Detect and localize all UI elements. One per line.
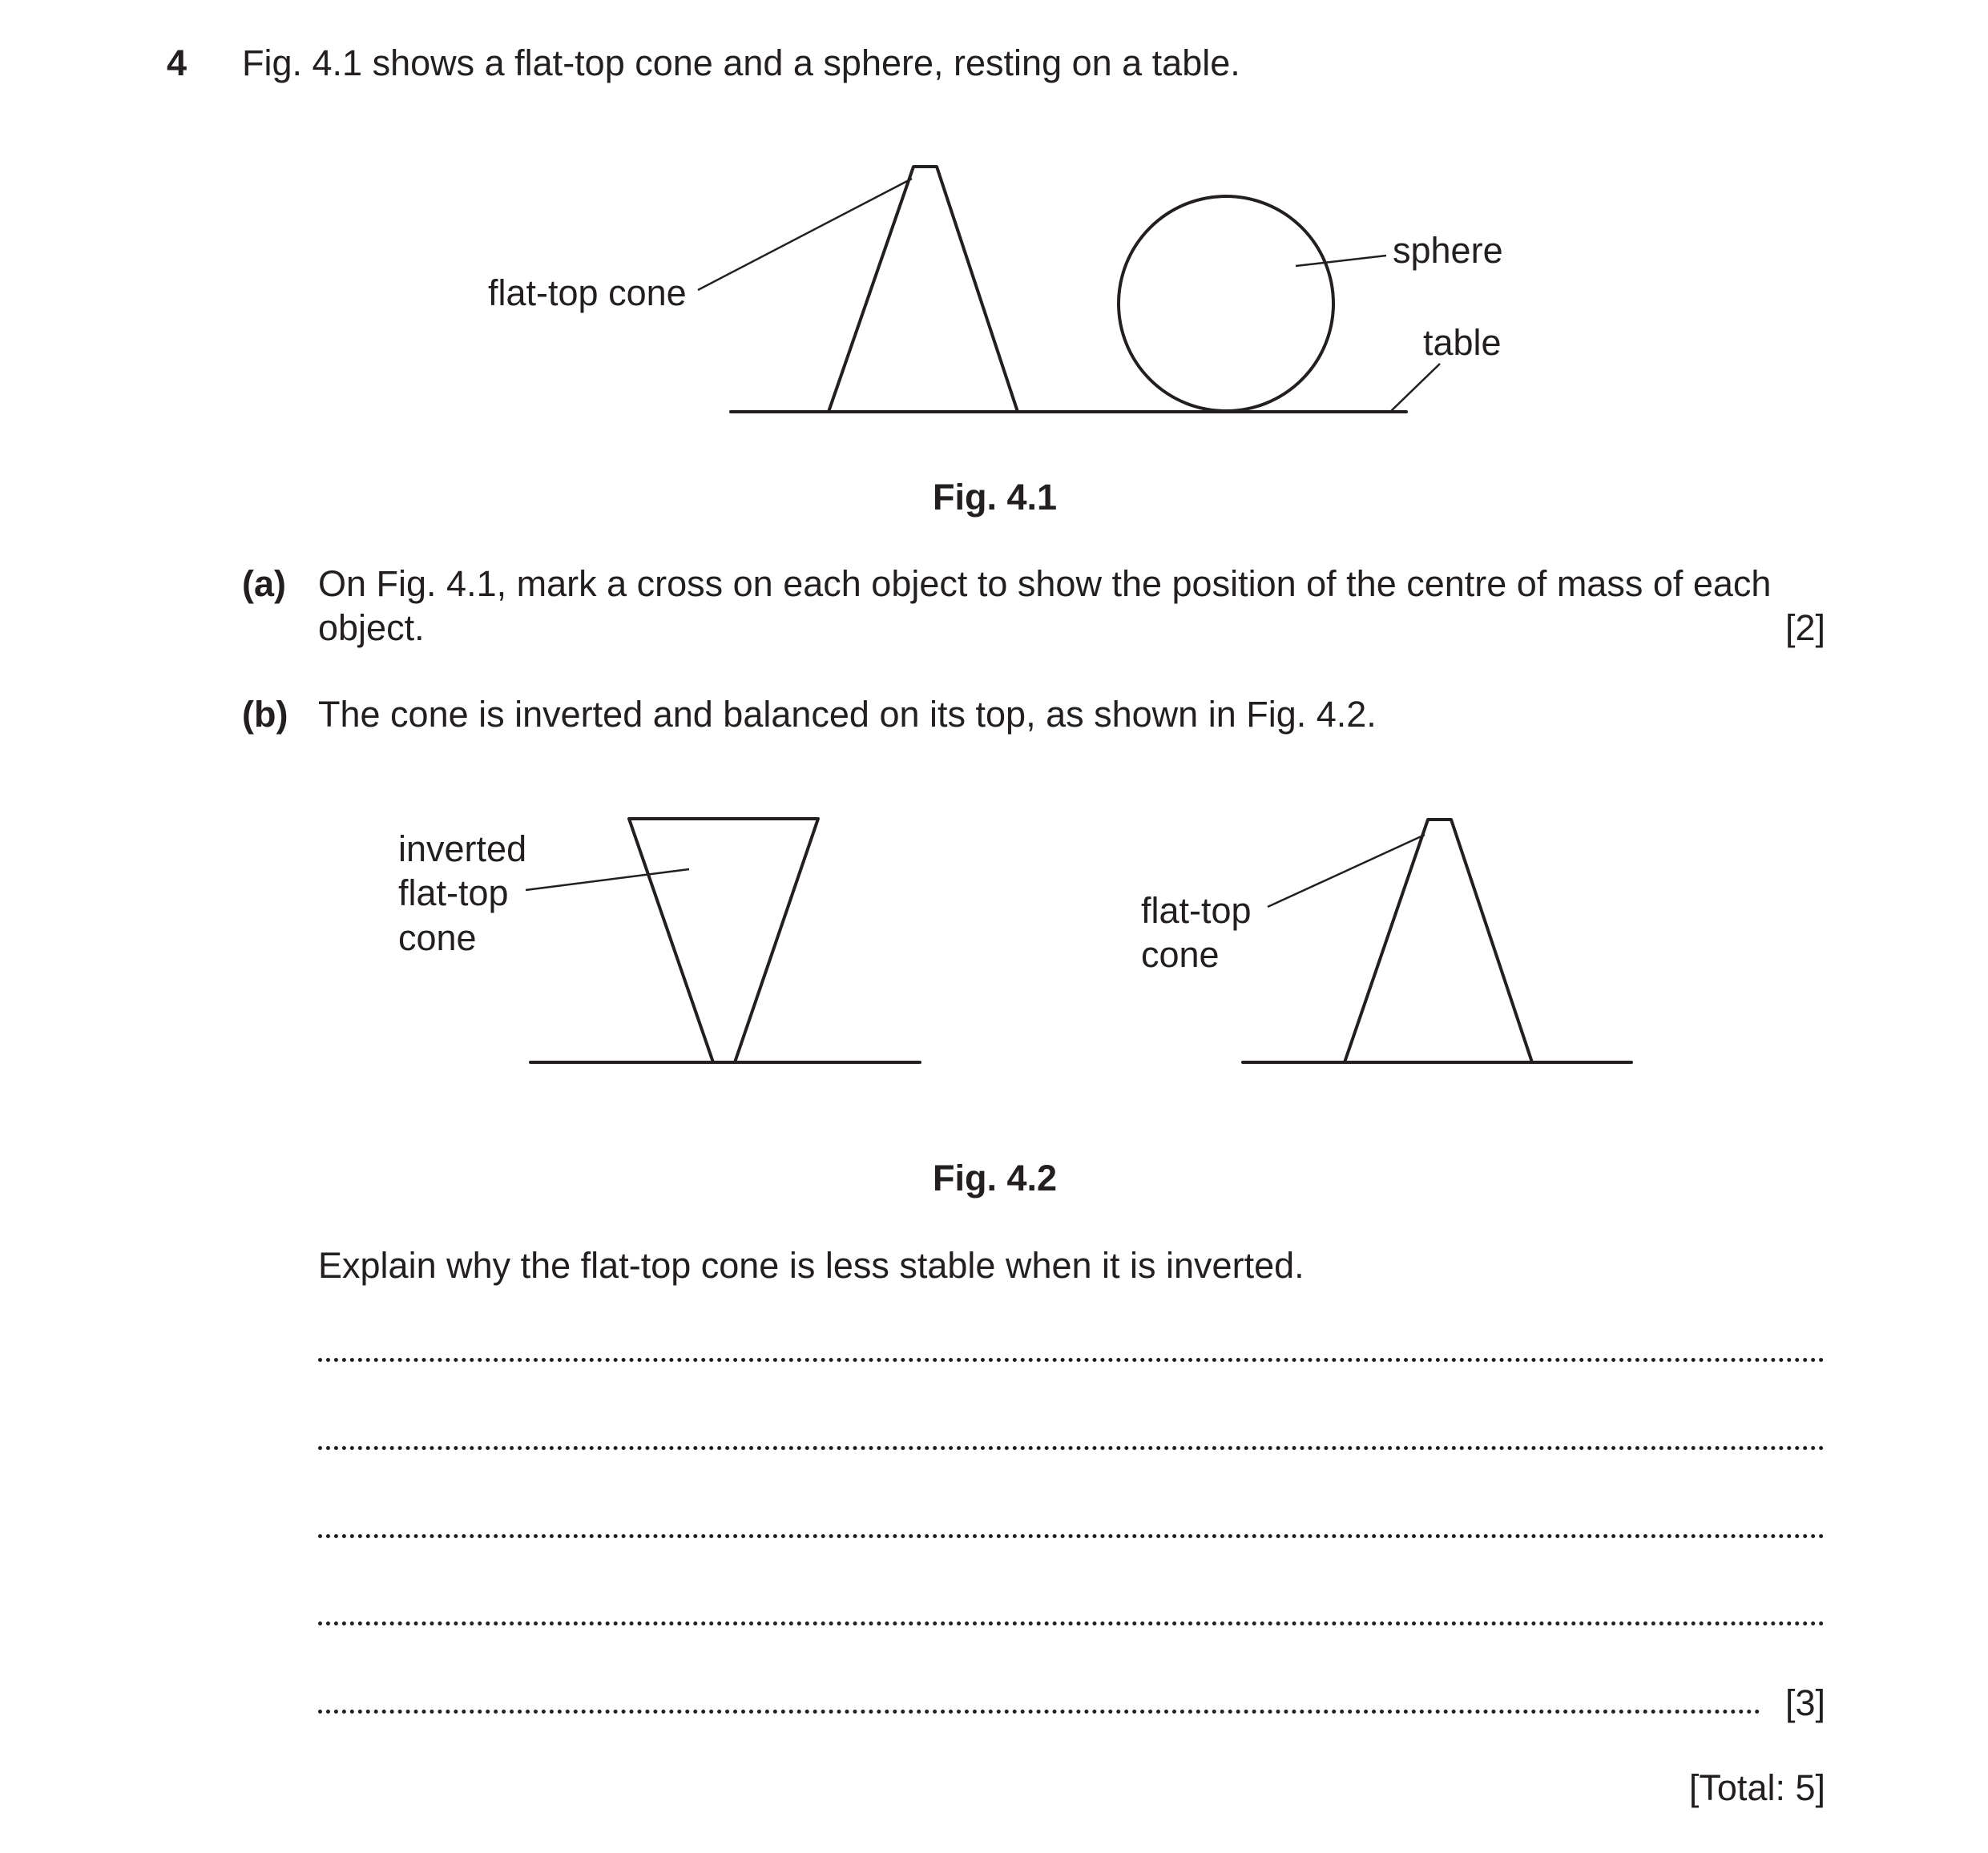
label-table: table: [1423, 322, 1502, 363]
inverted-cone-shape: [629, 819, 818, 1062]
fig-4-2-caption: Fig. 4.2: [933, 1158, 1058, 1198]
label-flat-top-cone: flat-top cone: [488, 272, 687, 313]
explain-prompt: Explain why the flat-top cone is less stable when it is inverted.: [318, 1245, 1304, 1286]
part-a-marks: [2]: [1784, 607, 1825, 648]
part-b-label: (b): [242, 694, 288, 735]
part-a-text-line1: On Fig. 4.1, mark a cross on each object to show the position of the centre of mass of each: [318, 563, 1772, 604]
answer-line-4[interactable]: [318, 1621, 1825, 1625]
fig-4-1-caption: Fig. 4.1: [933, 477, 1058, 518]
answer-line-2[interactable]: [318, 1446, 1825, 1450]
answer-line-3[interactable]: [318, 1534, 1825, 1538]
inverted-label-line1: inverted: [398, 828, 527, 869]
label-sphere: sphere: [1393, 230, 1503, 271]
question-intro: Fig. 4.1 shows a flat-top cone and a sphere, resting on a table.: [242, 42, 1240, 83]
inverted-cone-leader-line: [526, 869, 689, 890]
answer-line-5[interactable]: [318, 1710, 1760, 1714]
part-b-marks: [3]: [1784, 1682, 1825, 1723]
inverted-label-line3: cone: [398, 917, 477, 958]
total-marks: [Total: 5]: [1688, 1767, 1825, 1808]
question-number: 4: [167, 42, 188, 83]
upright-label-line2: cone: [1141, 934, 1220, 975]
upright-label-line1: flat-top: [1141, 890, 1252, 931]
answer-line-1[interactable]: [318, 1358, 1825, 1362]
part-b-text: The cone is inverted and balanced on its top, as shown in Fig. 4.2.: [318, 694, 1377, 735]
part-a-label: (a): [242, 563, 286, 604]
upright-cone-shape: [1345, 820, 1532, 1062]
inverted-label-line2: flat-top: [398, 872, 509, 913]
part-a-text-line2: object.: [318, 607, 425, 648]
